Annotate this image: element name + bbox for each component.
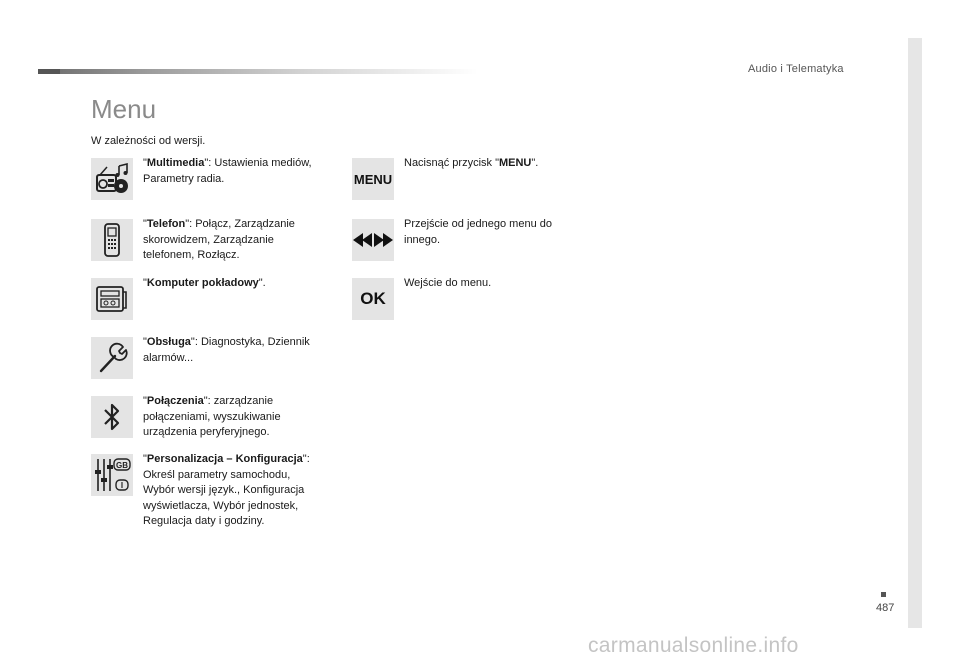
left-right-arrows-icon bbox=[352, 219, 394, 261]
multimedia-text: "Multimedia": Ustawienia mediów, Parametry radia. bbox=[143, 157, 312, 185]
navigation-entry bbox=[352, 219, 569, 261]
settings-badge-top: GB bbox=[116, 461, 128, 470]
header-gradient-bar bbox=[38, 69, 478, 74]
ok-button-icon: OK bbox=[352, 278, 394, 320]
page-edge-strip bbox=[908, 38, 922, 628]
menu-entry-multimedia bbox=[91, 158, 323, 200]
menu-entry-maintenance bbox=[91, 337, 323, 379]
settings-text: "Personalizacja – Konfiguracja": Określ parametry samochodu, Wybór wersji język., Konfiguracja wyświetlacza, Wybór jednostek, Regulacja daty i godziny. bbox=[143, 453, 310, 527]
maintenance-text: "Obsługa": Diagnostyka, Dziennik alarmów... bbox=[143, 336, 310, 364]
settings-badge-bottom: I bbox=[120, 481, 124, 490]
menu-entry-settings bbox=[91, 454, 323, 530]
ok-button-text: Wejście do menu. bbox=[404, 277, 492, 289]
telephone-text: "Telefon": Połącz, Zarządzanie skorowidzem, Zarządzanie telefonem, Rozłącz. bbox=[143, 218, 295, 261]
mobile-phone-icon bbox=[91, 219, 133, 261]
menu-entry-trip-computer bbox=[91, 278, 323, 320]
menu-button-icon: MENU bbox=[352, 158, 394, 200]
trip-computer-icon bbox=[91, 278, 133, 320]
multimedia-icon bbox=[91, 158, 133, 200]
menu-button-text: Nacisnąć przycisk "MENU". bbox=[404, 157, 539, 169]
page-title: Menu bbox=[91, 94, 157, 124]
menu-entry-telephone bbox=[91, 219, 323, 264]
wrench-icon bbox=[91, 337, 133, 379]
menu-entry-connections bbox=[91, 396, 323, 441]
navigation-text: Przejście od jednego menu do innego. bbox=[404, 218, 552, 246]
page-number: 487 bbox=[876, 602, 895, 614]
page-marker bbox=[881, 592, 886, 597]
connections-text: "Połączenia": zarządzanie połączeniami, wyszukiwanie urządzenia peryferyjnego. bbox=[143, 395, 281, 438]
menu-button-entry bbox=[352, 158, 564, 200]
watermark: carmanualsonline.info bbox=[588, 634, 799, 657]
section-title: Audio i Telematyka bbox=[748, 63, 844, 75]
sliders-settings-icon bbox=[91, 454, 133, 496]
ok-button-entry bbox=[352, 278, 564, 320]
intro-text: W zależności od wersji. bbox=[91, 135, 206, 147]
header-bar-accent bbox=[38, 69, 60, 74]
trip-computer-text: "Komputer pokładowy". bbox=[143, 277, 266, 289]
bluetooth-icon bbox=[91, 396, 133, 438]
